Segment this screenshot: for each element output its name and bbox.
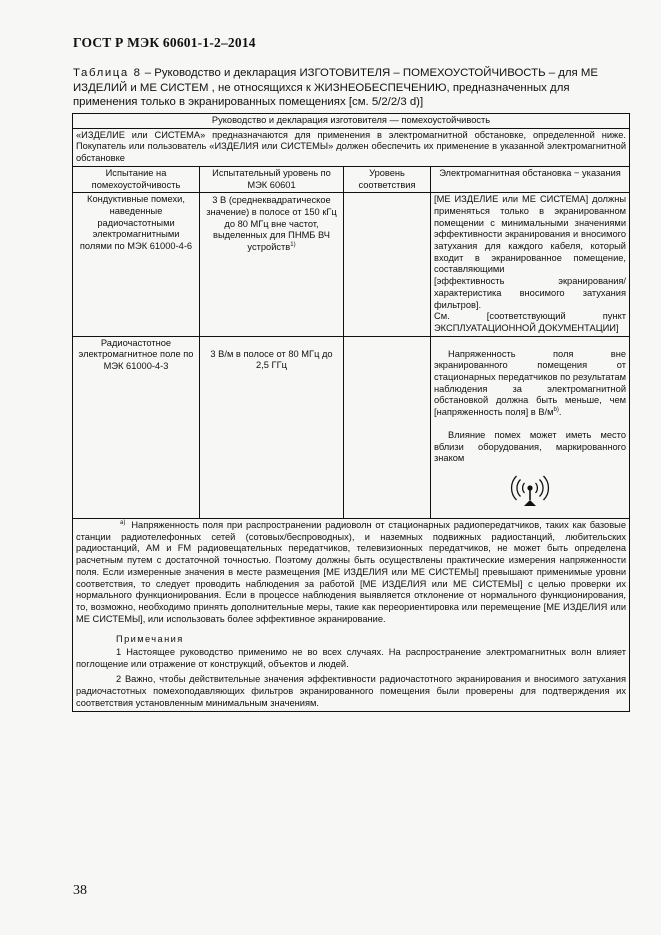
- table-caption-lead: Таблица 8: [73, 67, 142, 79]
- row1-level-sup: 1): [290, 241, 296, 248]
- note-1: 1 Настоящее руководство применимо не во всех случаях. На распространение электромагнитных волн влияет поглощение или отражение от конструкций, объектов и людей.: [76, 647, 627, 669]
- header-level: Испытательный уровень по МЭК 60601: [200, 166, 344, 192]
- row2-level: 3 В/м в полосе от 80 МГц до 2,5 ГГц: [200, 336, 344, 518]
- row2-environment: [431, 336, 630, 518]
- row1-env-text-2: [эффективность экранирования/ характеристика вносимого затухания фильтров].: [434, 276, 627, 310]
- emc-declaration-table: [72, 113, 630, 712]
- row1-env-text-1: [МЕ ИЗДЕЛИЕ или МЕ СИСТЕМА] должны применяться только в экранированном помещении с минимальными значениями эффективности экранирования и вносимого затухания для каждого кабеля, который входит в экранированное помещение, составляющими: [434, 194, 627, 275]
- row1-env-text-3: См. [соответствующий пункт ЭКСПЛУАТАЦИОННОЙ ДОКУМЕНТАЦИИ]: [434, 311, 627, 333]
- footnote-a-label: a): [120, 519, 126, 526]
- row2-test: Радиочастотное электромагнитное поле по МЭК 61000-4-3: [73, 336, 200, 518]
- row2-env-text-1: [434, 349, 626, 419]
- row2-env-sup: b): [553, 407, 559, 414]
- table-intro: «ИЗДЕЛИЕ или СИСТЕМА» предназначаются для применения в электромагнитной обстановке, определенной ниже. Покупатель или пользователь «ИЗДЕЛИЯ или СИСТЕМЫ» должен обеспечить их применение в указанной электромагнитной обстановке: [73, 128, 630, 166]
- header-environment: Электромагнитная обстановка − указания: [431, 166, 630, 192]
- table-caption-text: – Руководство и декларация ИЗГОТОВИТЕЛЯ – ПОМЕХОУСТОЙЧИВОСТЬ – для МЕ ИЗДЕЛИЙ и МЕ СИСТЕМ , не относящихся к ЖИЗНЕОБЕСПЕЧЕНИЮ, предназначенных для применения только в экранированных помещениях [см. 5/2/2/3 d)]: [73, 67, 598, 108]
- footnote-a: [76, 520, 626, 625]
- row1-level: [200, 193, 344, 336]
- table-row: [73, 336, 630, 518]
- note-2: 2 Важно, чтобы действительные значения эффективности радиочастотного экранирования и вносимого затухания радиочастотных помехоподавляющих фильтров экранированного помещения были проверены для подтверждения их соответствия установленным минимальным значениям.: [76, 674, 627, 708]
- header-compliance: Уровень соответствия: [344, 166, 431, 192]
- table-caption: [73, 66, 618, 110]
- row2-env-text-1-body: Напряженность поля вне экранированного помещения от стационарных передатчиков по результатам наблюдения за электромагнитной обстановкой должна быть меньше, чем [напряженность поля] в В/м: [434, 348, 627, 418]
- table-footnotes: [73, 518, 630, 711]
- row2-env-text-2: Влияние помех может иметь место вблизи оборудования, маркированного знаком: [434, 429, 627, 464]
- table-title: Руководство и декларация изготовителя — помехоустойчивость: [73, 114, 630, 129]
- row2-env-text-1-end: .: [558, 407, 562, 418]
- row1-compliance: [344, 193, 431, 336]
- notes-title: Примечания: [116, 634, 184, 645]
- document-header: ГОСТ Р МЭК 60601-1-2–2014: [73, 35, 256, 50]
- row1-environment: [431, 193, 630, 336]
- footnote-a-text: Напряженность поля при распространении радиоволн от стационарных радиопередатчиков, таких как базовые станции радиотелефонных сетей (сотовых/беспроводных), и наземных подвижных радиостанций, любительских радиостанций, AM и FM радиовещательных передатчиков, телевизионных передатчиков, не может быть определена расчетным путем с достаточной точностью. Поэтому должны быть осуществлены практические измерения напряженности поля. Если измеренные значения в месте размещения [МЕ ИЗДЕЛИЯ или МЕ СИСТЕМЫ] превышают применимые уровни соответствия, то следует проводить наблюдения за работой [МЕ ИЗДЕЛИЯ или МЕ СИСТЕМЫ] с целью проверки их нормального функционирования. Если в процессе наблюдения выявляется отклонение от нормального функционирования, то, возможно, необходимо принять дополнительные меры, такие как переориентировка или перемещение [МЕ ИЗДЕЛИЯ или МЕ СИСТЕМЫ], или использовать более эффективное экранирование.: [76, 519, 627, 624]
- non-ionizing-radiation-icon: [508, 473, 552, 513]
- table-row: [73, 193, 630, 336]
- row1-level-text: 3 В (среднеквадратическое значение) в полосе от 150 кГц до 80 МГц вне частот, выделенных для ПНМБ ВЧ устройств: [206, 195, 337, 253]
- row2-compliance: [344, 336, 431, 518]
- page-number: 38: [73, 883, 87, 898]
- row1-test: Кондуктивные помехи, наведенные радиочастотными электромагнитными полями по МЭК 61000-4-6: [73, 193, 200, 336]
- header-test: Испытание на помехоустойчивость: [73, 166, 200, 192]
